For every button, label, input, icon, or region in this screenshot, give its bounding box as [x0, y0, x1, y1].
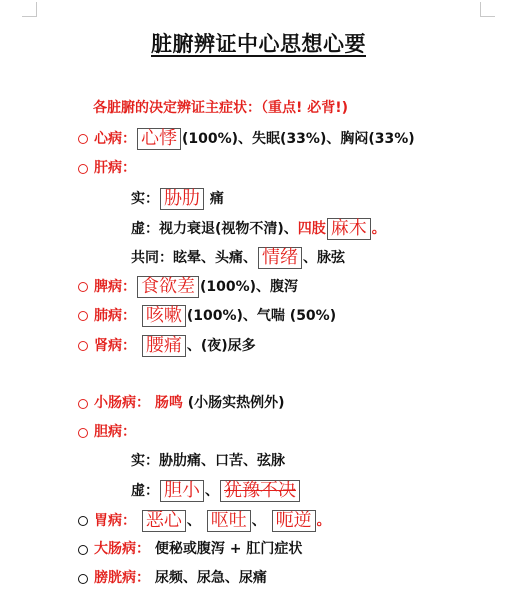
bullet-icon	[78, 574, 88, 584]
gallbladder-xu-label: 虚：	[131, 483, 159, 499]
bladder-label: 膀胱病：	[94, 570, 150, 586]
liver-shi-rest: 痛	[209, 191, 224, 207]
spleen-rest: (100%)、腹泻	[200, 279, 299, 295]
stomach-handwritten-2: 呕吐	[207, 510, 251, 532]
lung-handwritten: 咳嗽	[142, 305, 186, 327]
liver-xu-red: 四肢	[297, 221, 326, 237]
bladder-rest: 尿频、尿急、尿痛	[154, 570, 267, 586]
large-intestine-line	[94, 539, 302, 559]
heart-line	[94, 128, 415, 150]
liver-shi-handwritten: 胁肋	[160, 188, 204, 210]
liver-xu-handwritten: 麻木	[327, 218, 371, 240]
intro-line: 各脏腑的决定辨证主症状：（重点! 必背!)	[93, 100, 349, 116]
liver-common-handwritten: 情绪	[258, 247, 302, 269]
lung-label: 肺病：	[94, 308, 136, 324]
liver-common-line	[131, 247, 345, 269]
kidney-label: 肾病：	[94, 338, 136, 354]
liver-common-label: 共同：	[131, 250, 173, 266]
large-intestine-rest: 便秘或腹泻 + 肛门症状	[154, 541, 303, 557]
page-title: 脏腑辨证中心思想心要	[151, 32, 366, 56]
gallbladder-shi-label: 实：	[131, 453, 159, 469]
gallbladder-label: 胆病：	[94, 424, 136, 440]
stomach-label: 胃病：	[94, 513, 136, 529]
gallbladder-xu-line	[131, 480, 301, 502]
liver-common-rest: 眩晕、头痛、	[173, 250, 257, 266]
small-intestine-line	[94, 393, 285, 413]
liver-xu-label: 虚：	[131, 221, 159, 237]
heart-handwritten: 心悸	[137, 128, 181, 150]
bullet-icon	[78, 545, 88, 555]
bullet-icon	[78, 516, 88, 526]
small-intestine-red: 肠鸣	[154, 395, 183, 411]
page-corner-mark-left	[22, 2, 37, 17]
stomach-handwritten-3: 呃逆	[272, 510, 316, 532]
kidney-rest: 、(夜)尿多	[186, 338, 256, 354]
bullet-icon	[78, 341, 88, 351]
large-intestine-label: 大肠病：	[94, 541, 150, 557]
kidney-line	[94, 335, 256, 357]
spleen-line	[94, 276, 298, 298]
liver-xu-end: 。	[371, 221, 386, 237]
bullet-icon	[78, 399, 88, 409]
gallbladder-xu-handwritten-2: 犹豫不决	[220, 480, 300, 502]
heart-label: 心病：	[94, 131, 136, 147]
lung-line	[94, 305, 336, 327]
page-corner-mark-right	[480, 2, 495, 17]
bullet-icon	[78, 134, 88, 144]
kidney-handwritten: 腰痛	[142, 335, 186, 357]
gallbladder-shi-line	[131, 451, 285, 471]
spleen-label: 脾病：	[94, 279, 136, 295]
bullet-icon	[78, 428, 88, 438]
liver-label: 肝病：	[94, 160, 136, 176]
liver-xu-line	[131, 218, 386, 240]
stomach-end: 。	[316, 513, 331, 529]
stomach-handwritten-1: 恶心	[142, 510, 186, 532]
bladder-line	[94, 568, 267, 588]
bullet-icon	[78, 311, 88, 321]
gallbladder-xu-handwritten-1: 胆小	[160, 480, 204, 502]
bullet-icon	[78, 164, 88, 174]
heart-rest: (100%)、失眠(33%)、胸闷(33%)	[182, 131, 415, 147]
small-intestine-label: 小肠病：	[94, 395, 150, 411]
gallbladder-xu-sep: 、	[205, 483, 219, 499]
liver-shi-label: 实：	[131, 191, 159, 207]
bullet-icon	[78, 282, 88, 292]
spleen-handwritten: 食欲差	[137, 276, 199, 298]
liver-shi-line	[131, 188, 224, 210]
stomach-sep-2: 、	[251, 513, 266, 529]
liver-common-end: 、脉弦	[303, 250, 345, 266]
gallbladder-shi-rest: 胁肋痛、口苦、弦脉	[159, 453, 285, 469]
stomach-sep-1: 、	[186, 513, 201, 529]
liver-xu-rest: 视力衰退(视物不清)、	[159, 221, 298, 237]
small-intestine-rest: (小肠实热例外)	[187, 395, 285, 411]
lung-rest: (100%)、气喘 (50%)	[186, 308, 337, 324]
stomach-line	[94, 510, 331, 532]
